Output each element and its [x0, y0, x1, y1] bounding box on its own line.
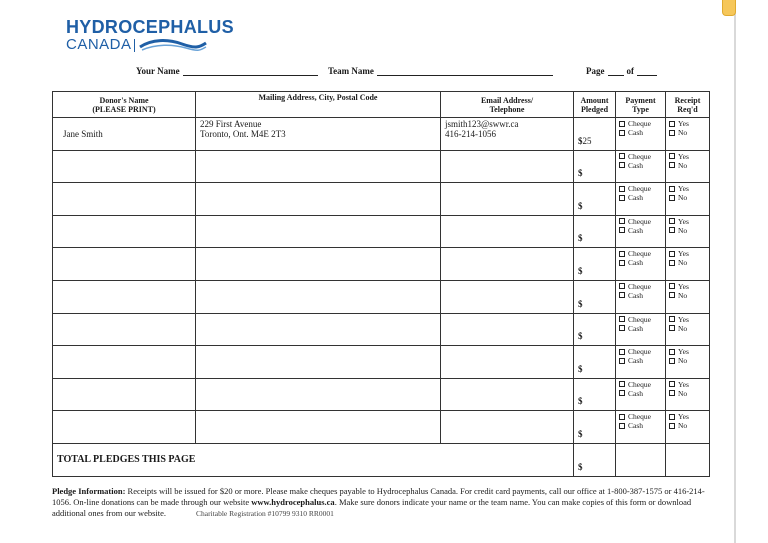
- total-empty-cell: [666, 443, 710, 476]
- website-link[interactable]: www.hydrocephalus.ca: [251, 497, 335, 507]
- receipt-no-checkbox[interactable]: No: [669, 226, 706, 235]
- pledge-info-text-2: . Make sure donors indicate your name or the team name. You can make copies of this form or download additional ones from our website.: [52, 497, 692, 518]
- cash-checkbox[interactable]: Cash: [619, 389, 662, 398]
- cheque-checkbox[interactable]: Cheque: [619, 249, 662, 258]
- amount-cell[interactable]: [574, 248, 616, 281]
- currency-symbol: $: [578, 233, 583, 244]
- receipt-yes-checkbox[interactable]: Yes: [669, 217, 706, 226]
- currency-symbol: $: [578, 428, 583, 439]
- cheque-checkbox[interactable]: Cheque: [619, 347, 662, 356]
- payment-type-cell: [616, 183, 666, 216]
- checkbox-icon: [619, 390, 625, 396]
- cheque-checkbox[interactable]: Cheque: [619, 380, 662, 389]
- donor-name-cell[interactable]: Jane Smith: [53, 118, 196, 151]
- donor-name-cell[interactable]: [53, 378, 196, 411]
- payment-type-cell: [616, 411, 666, 444]
- checkbox-icon: [619, 251, 625, 257]
- payment-type-cell: [616, 118, 666, 151]
- checkbox-icon: [619, 414, 625, 420]
- cheque-checkbox[interactable]: Cheque: [619, 119, 662, 128]
- donor-name-cell[interactable]: [53, 183, 196, 216]
- page-number-field[interactable]: [586, 66, 657, 76]
- email-cell[interactable]: [441, 280, 574, 313]
- donor-name-cell[interactable]: [53, 150, 196, 183]
- checkbox-icon: [619, 218, 625, 224]
- logo-subtitle: CANADA: [66, 36, 132, 53]
- receipt-no-checkbox[interactable]: No: [669, 128, 706, 137]
- checkbox-icon: [619, 283, 625, 289]
- amount-cell[interactable]: [574, 378, 616, 411]
- form-header-fields: [0, 66, 768, 80]
- currency-symbol: $: [578, 135, 583, 146]
- receipt-no-checkbox[interactable]: No: [669, 389, 706, 398]
- checkbox-icon: [619, 227, 625, 233]
- team-name-line[interactable]: [377, 66, 553, 76]
- pledge-info-label: Pledge Information:: [52, 486, 126, 496]
- receipt-cell: [666, 313, 710, 346]
- email-cell[interactable]: [441, 118, 574, 151]
- payment-type-cell: [616, 280, 666, 313]
- table-row: [53, 118, 710, 151]
- table-row: [53, 378, 710, 411]
- receipt-cell: [666, 346, 710, 379]
- cheque-checkbox[interactable]: Cheque: [619, 217, 662, 226]
- checkbox-icon: [619, 130, 625, 136]
- email-value: jsmith123@swwr.ca: [445, 119, 519, 129]
- wave-icon: [138, 38, 208, 52]
- receipt-no-checkbox[interactable]: No: [669, 193, 706, 202]
- receipt-no-checkbox[interactable]: No: [669, 291, 706, 300]
- page-label: Page: [586, 66, 605, 76]
- checkbox-icon: [669, 414, 675, 420]
- charitable-registration: Charitable Registration #10799 9310 RR0001: [196, 509, 334, 518]
- checkbox-icon: [619, 195, 625, 201]
- address-cell[interactable]: [196, 346, 441, 379]
- total-amount-cell[interactable]: [574, 443, 616, 476]
- receipt-yes-checkbox[interactable]: Yes: [669, 380, 706, 389]
- address-line1: 229 First Avenue: [200, 119, 262, 129]
- payment-type-cell: [616, 150, 666, 183]
- receipt-no-checkbox[interactable]: No: [669, 161, 706, 170]
- donor-name-cell[interactable]: [53, 346, 196, 379]
- pledge-information-footer: [52, 486, 712, 519]
- address-cell[interactable]: [196, 118, 441, 151]
- checkbox-icon: [669, 130, 675, 136]
- cheque-checkbox[interactable]: Cheque: [619, 152, 662, 161]
- checkbox-icon: [619, 423, 625, 429]
- receipt-cell: [666, 118, 710, 151]
- logo-title: HYDROCEPHALUS: [66, 17, 234, 37]
- your-name-field[interactable]: [136, 66, 318, 76]
- checkbox-icon: [619, 316, 625, 322]
- checkbox-icon: [669, 195, 675, 201]
- cheque-checkbox[interactable]: Cheque: [619, 412, 662, 421]
- payment-header: Payment Type: [616, 92, 666, 118]
- email-cell[interactable]: [441, 150, 574, 183]
- team-name-field[interactable]: [328, 66, 553, 76]
- amount-cell[interactable]: [574, 150, 616, 183]
- receipt-yes-checkbox[interactable]: Yes: [669, 282, 706, 291]
- email-cell[interactable]: [441, 346, 574, 379]
- cheque-checkbox[interactable]: Cheque: [619, 184, 662, 193]
- amount-cell[interactable]: [574, 411, 616, 444]
- receipt-no-checkbox[interactable]: No: [669, 324, 706, 333]
- receipt-cell: [666, 150, 710, 183]
- cheque-checkbox[interactable]: Cheque: [619, 282, 662, 291]
- checkbox-icon: [669, 260, 675, 266]
- pledge-table: [52, 91, 710, 477]
- cash-checkbox[interactable]: Cash: [619, 258, 662, 267]
- receipt-yes-checkbox[interactable]: Yes: [669, 152, 706, 161]
- amount-cell[interactable]: [574, 215, 616, 248]
- table-row: [53, 248, 710, 281]
- table-row: [53, 411, 710, 444]
- receipt-yes-checkbox[interactable]: Yes: [669, 184, 706, 193]
- page-number-line[interactable]: [608, 66, 624, 76]
- team-name-label: Team Name: [328, 66, 374, 76]
- currency-symbol: $: [578, 396, 583, 407]
- checkbox-icon: [619, 325, 625, 331]
- receipt-cell: [666, 248, 710, 281]
- currency-symbol: $: [578, 200, 583, 211]
- amount-cell[interactable]: [574, 183, 616, 216]
- receipt-cell: [666, 411, 710, 444]
- email-cell[interactable]: [441, 313, 574, 346]
- receipt-cell: [666, 378, 710, 411]
- cash-checkbox[interactable]: Cash: [619, 291, 662, 300]
- cash-checkbox[interactable]: Cash: [619, 128, 662, 137]
- address-header: Mailing Address, City, Postal Code: [196, 92, 441, 118]
- table-row: [53, 346, 710, 379]
- cash-checkbox[interactable]: Cash: [619, 193, 662, 202]
- address-cell[interactable]: [196, 150, 441, 183]
- checkbox-icon: [619, 162, 625, 168]
- payment-type-cell: [616, 313, 666, 346]
- amount-cell[interactable]: [574, 118, 616, 151]
- address-cell[interactable]: [196, 248, 441, 281]
- payment-type-cell: [616, 215, 666, 248]
- email-cell[interactable]: [441, 215, 574, 248]
- checkbox-icon: [669, 390, 675, 396]
- checkbox-icon: [669, 251, 675, 257]
- checkbox-icon: [619, 349, 625, 355]
- email-cell[interactable]: [441, 378, 574, 411]
- table-row: [53, 215, 710, 248]
- cash-checkbox[interactable]: Cash: [619, 421, 662, 430]
- checkbox-icon: [619, 153, 625, 159]
- total-empty-cell: [616, 443, 666, 476]
- hydrocephalus-canada-logo: [66, 17, 234, 54]
- email-cell[interactable]: [441, 248, 574, 281]
- checkbox-icon: [669, 218, 675, 224]
- email-cell[interactable]: [441, 411, 574, 444]
- receipt-cell: [666, 215, 710, 248]
- currency-symbol: $: [578, 331, 583, 342]
- cheque-checkbox[interactable]: Cheque: [619, 315, 662, 324]
- table-row: [53, 150, 710, 183]
- currency-symbol: $: [578, 363, 583, 374]
- checkbox-icon: [619, 186, 625, 192]
- total-row: [53, 443, 710, 476]
- address-cell[interactable]: [196, 313, 441, 346]
- receipt-yes-checkbox[interactable]: Yes: [669, 119, 706, 128]
- your-name-line[interactable]: [183, 66, 318, 76]
- receipt-yes-checkbox[interactable]: Yes: [669, 315, 706, 324]
- checkbox-icon: [669, 381, 675, 387]
- amount-cell[interactable]: [574, 313, 616, 346]
- donor-name-cell[interactable]: [53, 313, 196, 346]
- checkbox-icon: [619, 358, 625, 364]
- receipt-cell: [666, 280, 710, 313]
- cash-checkbox[interactable]: Cash: [619, 161, 662, 170]
- receipt-header: Receipt Req'd: [666, 92, 710, 118]
- currency-symbol: $: [578, 265, 583, 276]
- checkbox-icon: [669, 283, 675, 289]
- donor-name-cell[interactable]: [53, 215, 196, 248]
- address-cell[interactable]: [196, 411, 441, 444]
- payment-type-cell: [616, 248, 666, 281]
- donor-name-cell[interactable]: [53, 248, 196, 281]
- address-line2: Toronto, Ont. M4E 2T3: [200, 129, 286, 139]
- checkbox-icon: [669, 227, 675, 233]
- page-corner-tab: [722, 0, 736, 16]
- checkbox-icon: [669, 186, 675, 192]
- address-cell[interactable]: [196, 280, 441, 313]
- address-cell[interactable]: [196, 215, 441, 248]
- receipt-no-checkbox[interactable]: No: [669, 421, 706, 430]
- table-row: [53, 280, 710, 313]
- amount-cell[interactable]: [574, 280, 616, 313]
- pledge-info-text: Receipts will be issued for $20 or more. Please make cheques payable to Hydrocephalus Canada. For credit card payments, call our office at 1-800-387-1575 or 416-214-1056. On-line donations can be made through our website: [52, 486, 705, 507]
- checkbox-icon: [619, 121, 625, 127]
- telephone-value: 416-214-1056: [445, 129, 496, 139]
- table-row: [53, 313, 710, 346]
- total-pledges-label: TOTAL PLEDGES THIS PAGE: [53, 443, 574, 476]
- your-name-label: Your Name: [136, 66, 180, 76]
- checkbox-icon: [619, 260, 625, 266]
- cash-checkbox[interactable]: Cash: [619, 356, 662, 365]
- receipt-yes-checkbox[interactable]: Yes: [669, 347, 706, 356]
- receipt-no-checkbox[interactable]: No: [669, 356, 706, 365]
- checkbox-icon: [619, 292, 625, 298]
- checkbox-icon: [669, 121, 675, 127]
- amount-cell[interactable]: [574, 346, 616, 379]
- cash-checkbox[interactable]: Cash: [619, 324, 662, 333]
- receipt-yes-checkbox[interactable]: Yes: [669, 249, 706, 258]
- checkbox-icon: [669, 316, 675, 322]
- email-header: Email Address/ Telephone: [441, 92, 574, 118]
- table-row: [53, 183, 710, 216]
- checkbox-icon: [669, 153, 675, 159]
- table-header-row: [53, 92, 710, 118]
- checkbox-icon: [669, 325, 675, 331]
- address-cell[interactable]: [196, 378, 441, 411]
- logo-divider: [134, 39, 135, 52]
- checkbox-icon: [669, 358, 675, 364]
- currency-symbol: $: [578, 461, 583, 472]
- amount-value: 25: [582, 135, 592, 146]
- amount-header: Amount Pledged: [574, 92, 616, 118]
- cash-checkbox[interactable]: Cash: [619, 226, 662, 235]
- checkbox-icon: [669, 162, 675, 168]
- receipt-no-checkbox[interactable]: No: [669, 258, 706, 267]
- receipt-cell: [666, 183, 710, 216]
- currency-symbol: $: [578, 298, 583, 309]
- checkbox-icon: [669, 423, 675, 429]
- donor-name-cell[interactable]: [53, 411, 196, 444]
- currency-symbol: $: [578, 168, 583, 179]
- checkbox-icon: [619, 381, 625, 387]
- logo-subtitle-row: [66, 37, 216, 53]
- of-label: of: [626, 66, 634, 76]
- address-cell[interactable]: [196, 183, 441, 216]
- receipt-yes-checkbox[interactable]: Yes: [669, 412, 706, 421]
- donor-name-cell[interactable]: [53, 280, 196, 313]
- checkbox-icon: [669, 349, 675, 355]
- page-total-line[interactable]: [637, 66, 657, 76]
- payment-type-cell: [616, 346, 666, 379]
- email-cell[interactable]: [441, 183, 574, 216]
- payment-type-cell: [616, 378, 666, 411]
- checkbox-icon: [669, 292, 675, 298]
- donor-name-header: Donor's Name (PLEASE PRINT): [53, 92, 196, 118]
